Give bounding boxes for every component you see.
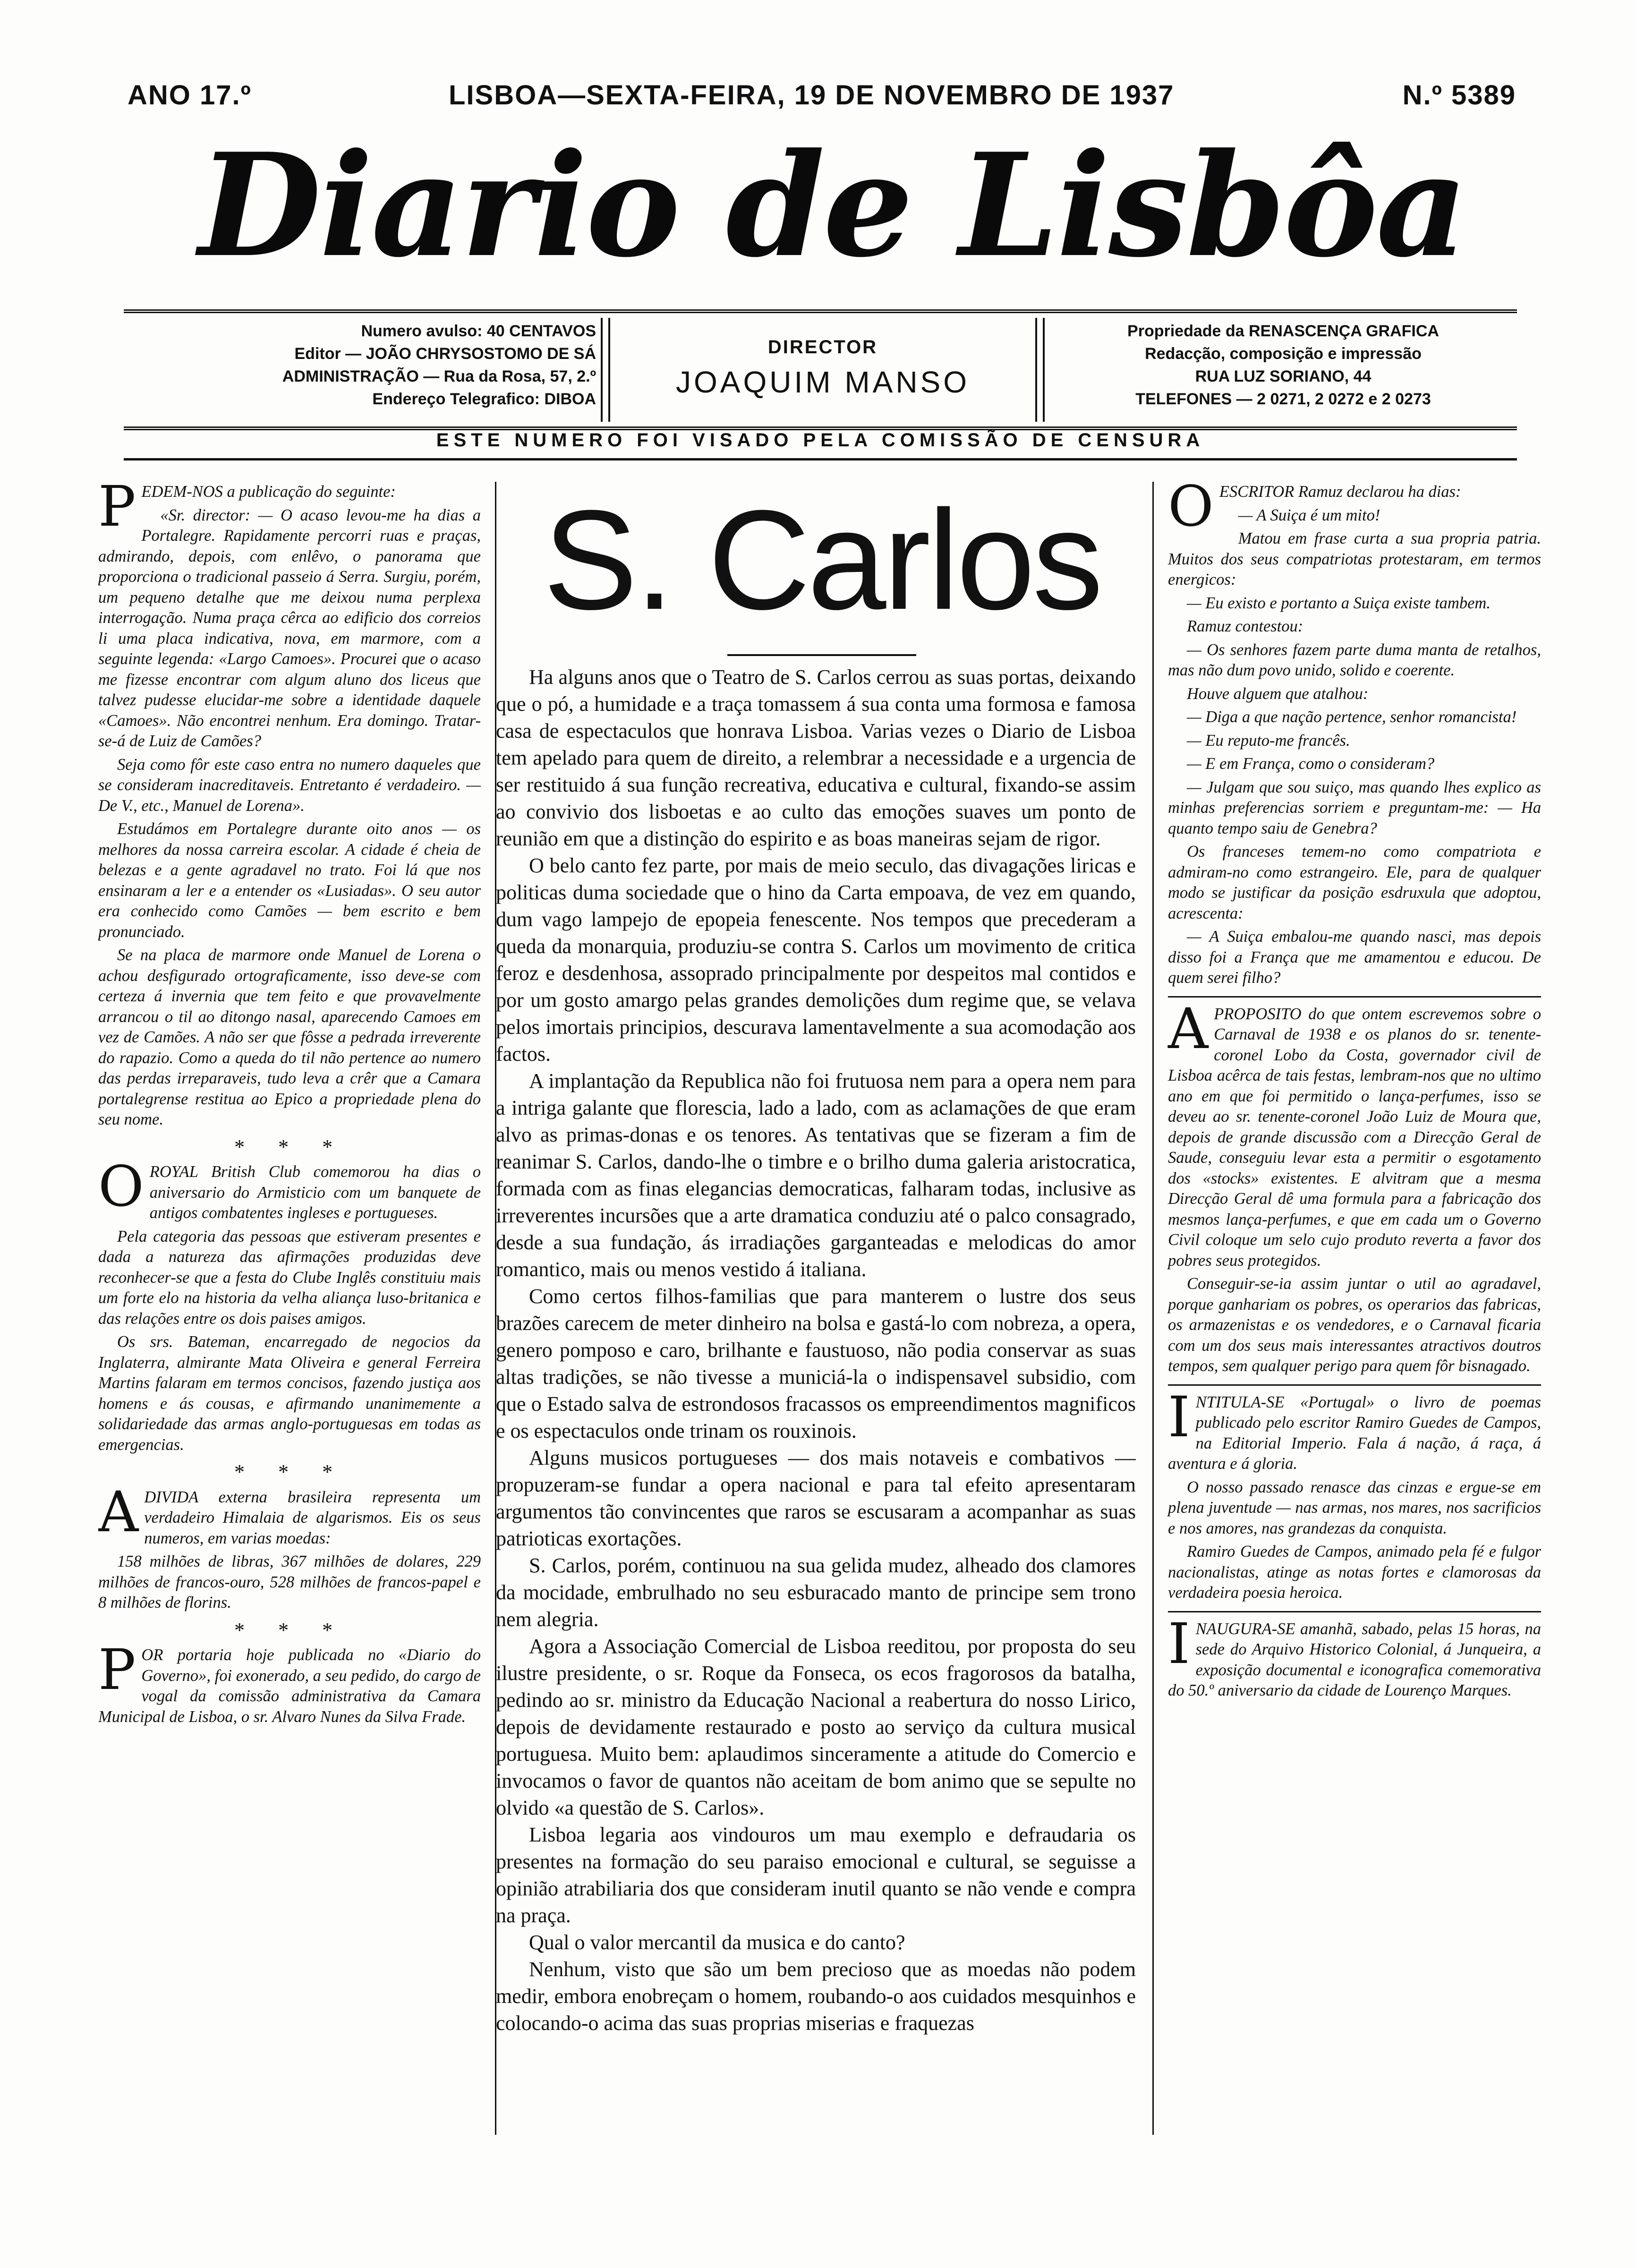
left-column: [98, 482, 496, 2135]
article-paragraph: INAUGURA-SE amanhã, sabado, pelas 15 horas, na sede do Arquivo Historico Colonial, á Junqueira, a exposição documental e iconografica comemorativa do 50.º aniversario da cidade de Lourenço Marques.: [1168, 1611, 1541, 1699]
article-paragraph: Ha alguns anos que o Teatro de S. Carlos cerrou as suas portas, deixando que o pó, a humidade e a traça tomassem á sua conta uma formosa e famosa casa de espectaculos que honrava Lisboa. Varias vezes o Diario de Lisboa tem apelado para quem de direito, a relembrar a necessidade e a urgencia de ser restituido á sua função recreativa, educativa e cultural, fixando-se assim ao convivio dos lisboetas e ao culto das emoções suaves um ponto de reunião em que a distinção do espirito e as boas maneiras sejam de rigor.: [496, 665, 1136, 850]
article-paragraph: Os srs. Bateman, encarregado de negocios da Inglaterra, almirante Mata Oliveira e general Ferreira Martins falaram em termos concisos, fazendo justiça aos homens e ás cousas, e afirmando unanimemente a solidariedade das armas anglo-portuguesas em todas as emergencias.: [98, 1333, 481, 1454]
article-paragraph: «Sr. director: — O acaso levou-me ha dias a Portalegre. Rapidamente percorri ruas e praças, admirando, depois, com enlêvo, o panorama que proporciona o tradicional passeio á Serra. Surgiu, porém, um pequeno detalhe que me deixou numa perplexa interrogação. Numa praça cêrca ao edificio dos correios li uma placa indicativa, nova, em marmore, com a seguinte legenda: «Largo Camoes». Procurei que o acaso me fizesse encontrar com algum aluno dos liceus que talvez pudesse elucidar-me sobre a identidade daquele «Camoes». Não encontrei nenhum. Era domingo. Tratar-se-á de Luiz de Camões?: [98, 506, 481, 750]
director-name: JOAQUIM MANSO: [675, 365, 970, 399]
drop-cap: P: [98, 1637, 136, 1702]
dialogue-line: — A Suiça é um mito!: [1238, 506, 1380, 524]
drop-cap: O: [1168, 482, 1214, 539]
director-label: DIRECTOR: [767, 337, 878, 358]
article-paragraph: POR portaria hoje publicada no «Diario do Governo», foi exonerado, a seu pedido, do cargo de vogal da comissão administrativa da Camara Municipal de Lisboa, o sr. Alvaro Nunes da Silva Frade.: [98, 1637, 481, 1726]
info-box: [124, 309, 1517, 430]
article-paragraph: Como certos filhos-familias que para manterem o lustre dos seus brazões carecem de meter dinheiro na bolsa e gastá-lo com nobreza, a opera, genero pomposo e caro, brilhante e faustuoso, não podia conservar as suas altas tradições, se não tivesse a municiá-la o indispensavel subsidio, com que o Estado salva de estrondosos fracassos os empreendimentos magnificos e os espectaculos onde trinam os rouxinois.: [496, 1285, 1136, 1442]
article-paragraph: Alguns musicos portugueses — dos mais notaveis e combativos — propuzeram-se fundar a opera nacional e para tal efeito apresentaram argumentos tão convincentes que raros se escusaram a acompanhar as suas patrioticas exortações.: [496, 1446, 1136, 1550]
dialogue-line: — Eu existo e portanto a Suiça existe tambem.: [1187, 594, 1491, 612]
column-rule: [1168, 1384, 1541, 1386]
dialogue-line: — A Suiça embalou-me quando nasci, mas depois disso foi a França que me amamentou e educou. De quem serei filho?: [1168, 928, 1541, 987]
article-paragraph: S. Carlos, porém, continuou na sua gelida mudez, alheado dos clamores da mocidade, embrulhado no seu esburacado manto de principe sem trono nem alegria.: [496, 1554, 1136, 1631]
dialogue-line: — Diga a que nação pertence, senhor romancista!: [1187, 708, 1517, 726]
right-column: [1152, 482, 1541, 2135]
dialogue-line: Matou em frase curta a sua propria patria. Muitos dos seus compatriotas protestaram, em termos energicos:: [1168, 529, 1541, 588]
owner-line: Propriedade da RENASCENÇA GRAFICA: [1127, 322, 1439, 340]
drop-cap: A: [1168, 996, 1209, 1061]
phones-line: TELEFONES — 2 0271, 2 0272 e 2 0273: [1135, 390, 1431, 408]
masthead-title: Diario de Lisbôa: [198, 122, 1466, 289]
dialogue-line: Ramuz contestou:: [1187, 617, 1304, 635]
headline-rule: [727, 654, 916, 656]
dialogue-line: — Eu reputo-me francês.: [1187, 731, 1350, 750]
article-paragraph: ADIVIDA externa brasileira representa um verdadeiro Himalaia de algarismos. Eis os seus numeros, em varias moedas:: [98, 1479, 481, 1547]
section-separator: * * *: [233, 1460, 346, 1484]
article-headline: S. Carlos: [543, 480, 1100, 639]
censorship-notice: ESTE NUMERO FOI VISADO PELA COMISSÃO DE CENSURA: [124, 430, 1517, 460]
article-paragraph: O nosso passado renasce das cinzas e ergue-se em plena juventude — nas armas, nos mares, nos sacrificios e nos amores, nas grandezas da conquista.: [1168, 1478, 1541, 1537]
article-paragraph: A implantação da Republica não foi frutuosa nem para a opera nem para a intriga galante que florescia, lado a lado, com as aclamações de que eram alvo as primas-donas e os tenores. As tentativas que se fizeram a fim de reanimar S. Carlos, dando-lhe o timbre e o brilho duma galeria aristocratica, formada com as finas elegancias democraticas, falharam todas, inclusive as irreverentes incursões que a arte dramatica conduziu até o palco consagrado, desde a sua fundação, ás irradiações garganteadas e melodicas do amor romantico, mais ou menos vestido á italiana.: [496, 1069, 1136, 1281]
article-paragraph: Estudámos em Portalegre durante oito anos — os melhores da nossa carreira escolar. A cidade é cheia de belezas e a gente agradavel no trato. Foi lá que nos ensinaram a ler e a entender os «Lusiadas». O seu autor era conhecido como Camões — bem escrito e bem pronunciado.: [98, 820, 481, 941]
divider: [601, 318, 610, 422]
section-separator: * * *: [233, 1135, 346, 1159]
drop-cap: I: [1168, 1611, 1190, 1676]
year-label: ANO 17.º: [128, 80, 252, 111]
article-paragraph: APROPOSITO do que ontem escrevemos sobre o Carnaval de 1938 e os planos do sr. tenente-coronel Lobo da Costa, governador civil de Lisboa acêrca de tais festas, lembram-nos que no ultimo ano em que foi permitido o lança-perfumes, isso se deveu ao sr. tenente-coronel João Luiz de Moura que, depois de grande discussão com a Direcção Geral de Saude, conseguiu levar esta a permitir o esgotamento dos «stocks» existentes. E alvitram que a mesma Direcção Geral dê uma formula para a fabricação dos mesmos lança-perfumes, e que em cada um o Governo Civil coloque um selo cujo produto reverta a favor dos pobres seus protegidos.: [1168, 996, 1541, 1270]
article-paragraph: OROYAL British Club comemorou ha dias o aniversario do Armisticio com um banquete de antigos combatentes ingleses e portugueses.: [98, 1154, 481, 1222]
info-left: [124, 313, 596, 433]
article-paragraph: OESCRITOR Ramuz declarou ha dias:: [1168, 482, 1461, 539]
article-paragraph: Seja como fôr este caso entra no numero daqueles que se consideram inacreditaveis. Entretanto é verdadeiro. — De V., etc., Manuel de Lorena».: [98, 755, 481, 815]
drop-cap: I: [1168, 1384, 1190, 1449]
drop-cap: P: [98, 482, 136, 539]
article-paragraph: Se na placa de marmore onde Manuel de Lorena o achou desfigurado ortograficamente, isso deve-se com certeza á invernia que tem feito e que provavelmente arrancou o til ao ditongo nasal, aparecendo Camoes em vez de Camões. A não ser que fôsse a pedrada irreverente do rapazio. Como a queda do til não pertence ao numero das perdas irreparaveis, tudo leva a crêr que a Camara portalegrense restitua ao Epico a propriedade plena do seu nome.: [98, 946, 481, 1128]
article-paragraph: Qual o valor mercantil da musica e do canto?: [529, 1931, 905, 1954]
article-paragraph: Conseguir-se-ia assim juntar o util ao agradavel, porque ganhariam os pobres, os operarios das fabricas, os armazenistas e os vendedores, e o Carnaval ficaria com um dos seus mais interessantes atractivos doutros tempos, sem qualquer perigo para quem fôr bisnagado.: [1168, 1275, 1541, 1375]
dialogue-line: — Os senhores fazem parte duma manta de retalhos, mas não dum povo unido, solido e coerente.: [1168, 640, 1541, 679]
issue-number: N.º 5389: [1402, 80, 1516, 111]
article-paragraph: Ramiro Guedes de Campos, animado pela fé e fulgor nacionalistas, atinge as notas fortes e clamorosas da verdadeira poesia heroica.: [1168, 1543, 1541, 1602]
article-paragraph: Pela categoria das pessoas que estiveram presentes e dada a natureza das afirmações produzidas deve reconhecer-se que a festa do Clube Inglês constituiu mais um forte elo na historia da velha aliança luso-britanica e das relações entre os dois paises amigos.: [98, 1227, 481, 1328]
article-paragraph: INTITULA-SE «Portugal» o livro de poemas publicado pelo escritor Ramiro Guedes de Campos, na Editorial Imperio. Fala á nação, á raça, á aventura e á gloria.: [1168, 1384, 1541, 1473]
article-paragraph: Agora a Associação Comercial de Lisboa reeditou, por proposta do seu ilustre presidente, o sr. Roque da Fonseca, os ecos fragorosos da batalha, pedindo ao sr. ministro da Educação Nacional a reabertura do nosso Lirico, depois de devidamente restaurado e posto ao serviço da cultura musical portuguesa. Muito bem: aplaudimos sinceramente a atitude do Comercio e invocamos o favor de quantos não aceitam de bom animo que se sepulte no olvido «a questão de S. Carlos».: [496, 1635, 1136, 1819]
center-article: [496, 664, 1136, 2128]
divider: [1035, 318, 1045, 422]
column-rule: [1168, 1611, 1541, 1612]
article-paragraph: PEDEM-NOS a publicação do seguinte:: [98, 482, 396, 539]
drop-cap: A: [98, 1479, 139, 1544]
article-paragraph: Nenhum, visto que são um bem precioso que as moedas não podem medir, embora enobreçam o homem, roubando-o aos cuidados mesquinhos e colocando-o acima das suas proprias miserias e fraquezas: [496, 1958, 1136, 2035]
article-paragraph: O belo canto fez parte, por mais de meio seculo, das divagações liricas e politicas duma sociedade que o hino da Carta empoava, de vez em quando, dum vago lampejo de epopeia fenescente. Nos tempos que precederam a queda da monarquia, produziu-se contra S. Carlos um movimento de critica feroz e desdenhosa, assoprado principalmente por despeitos mal contidos e por um gosto amargo pelas grandes demolições dum regime que, se velava pelos imortais principios, descurava lamentavelmente a sua acomodação aos factos.: [496, 854, 1136, 1066]
column-rule: [1168, 996, 1541, 998]
drop-cap: O: [98, 1154, 144, 1219]
dateline: LISBOA—SEXTA-FEIRA, 19 DE NOVEMBRO DE 1937: [449, 80, 1175, 111]
article-paragraph: Lisboa legaria aos vindouros um mau exemplo e defraudaria os presentes na formação do seu paraiso emocional e cultural, se seguisse a opinião atrabiliaria dos que consideram inutil quanto se não vende e compra na praça.: [496, 1823, 1136, 1927]
redaction-line: Redacção, composição e impressão: [1145, 345, 1422, 363]
section-separator: * * *: [233, 1618, 346, 1642]
price-line: Numero avulso: 40 CENTAVOS: [361, 322, 596, 340]
address-line: RUA LUZ SORIANO, 44: [1195, 367, 1372, 385]
dialogue-line: Houve alguem que atalhou:: [1187, 684, 1369, 703]
article-paragraph: 158 milhões de libras, 367 milhões de dolares, 229 milhões de francos-ouro, 528 milhões de francos-papel e 8 milhões de florins.: [98, 1552, 481, 1611]
editor-line: Editor — JOÃO CHRYSOSTOMO DE SÁ: [294, 345, 596, 363]
dialogue-line: Os franceses temem-no como compatriota e admiram-no como estrangeiro. Ele, para de qualquer modo se justificar da posição esdruxula que adoptou, acrescenta:: [1168, 843, 1541, 922]
telegraph-line: Endereço Telegrafico: DIBOA: [372, 390, 596, 408]
dialogue-line: — E em França, como o consideram?: [1187, 755, 1435, 773]
administration-line: ADMINISTRAÇÃO — Rua da Rosa, 57, 2.º: [282, 367, 596, 385]
info-right: [1049, 313, 1517, 433]
dialogue-line: — Julgam que sou suiço, mas quando lhes explico as minhas preferencias sorriem e preguntam-me: — Ha quanto tempo saiu de Genebra?: [1168, 778, 1541, 837]
info-director: [615, 313, 1031, 426]
